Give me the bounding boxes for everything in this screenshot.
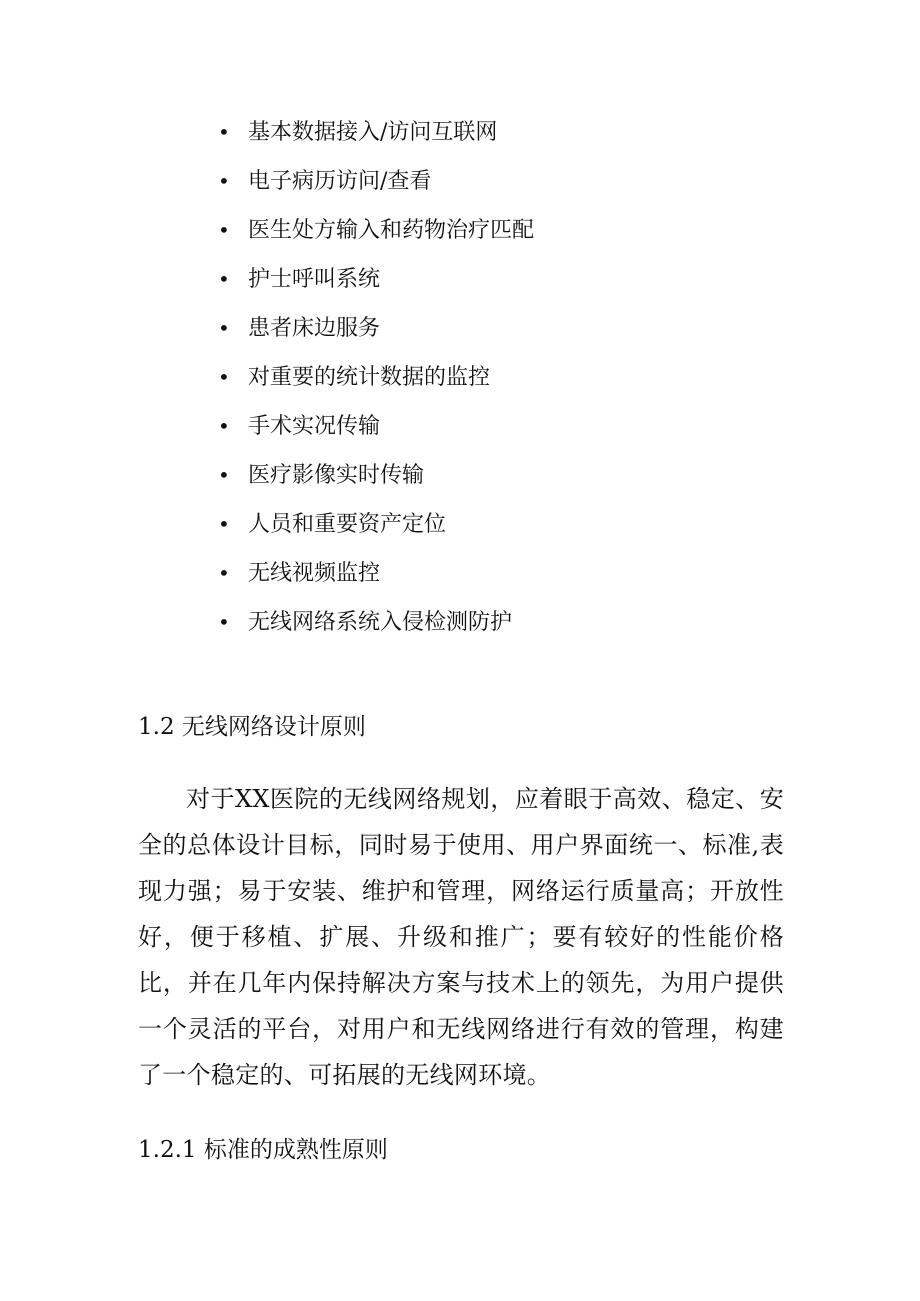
list-item-text: 基本数据接入/访问互联网 <box>248 120 498 145</box>
list-item <box>218 255 534 304</box>
bullet-icon: • <box>218 463 230 487</box>
list-item-text: 对重要的统计数据的监控 <box>248 365 491 390</box>
bullet-icon: • <box>218 414 230 438</box>
bullet-icon: • <box>218 120 230 144</box>
section-heading-1-2: 1.2 无线网络设计原则 <box>138 714 366 740</box>
bullet-icon: • <box>218 169 230 193</box>
bullet-icon: • <box>218 316 230 340</box>
list-item <box>218 108 534 157</box>
list-item-text: 手术实况传输 <box>248 414 381 439</box>
list-item-text: 医疗影像实时传输 <box>248 463 425 488</box>
bullet-icon: • <box>218 610 230 634</box>
bullet-icon: • <box>218 267 230 291</box>
list-item <box>218 304 534 353</box>
list-item <box>218 451 534 500</box>
list-item <box>218 500 534 549</box>
list-item <box>218 598 534 647</box>
list-item-text: 无线网络系统入侵检测防护 <box>248 610 513 635</box>
section-heading-1-2-1: 1.2.1 标准的成熟性原则 <box>138 1137 388 1163</box>
list-item-text: 护士呼叫系统 <box>248 267 381 292</box>
list-item <box>218 157 534 206</box>
feature-bullet-list <box>218 108 534 647</box>
list-item-text: 电子病历访问/查看 <box>248 169 432 194</box>
list-item <box>218 402 534 451</box>
bullet-icon: • <box>218 561 230 585</box>
bullet-icon: • <box>218 365 230 389</box>
list-item <box>218 353 534 402</box>
list-item <box>218 549 534 598</box>
list-item-text: 无线视频监控 <box>248 561 381 586</box>
list-item-text: 人员和重要资产定位 <box>248 512 447 537</box>
list-item-text: 医生处方输入和药物治疗匹配 <box>248 218 535 243</box>
list-item <box>218 206 534 255</box>
bullet-icon: • <box>218 218 230 242</box>
bullet-icon: • <box>218 512 230 536</box>
section-paragraph: 对于XX医院的无线网络规划，应着眼于高效、稳定、安全的总体设计目标，同时易于使用、用户界面统一、标准,表现力强；易于安装、维护和管理，网络运行质量高；开放性好，便于移植、扩展、升级和推广；要有较好的性能价格比，并在几年内保持解决方案与技术上的领先，为用户提供一个灵活的平台，对用户和无线网络进行有效的管理，构建了一个稳定的、可拓展的无线网环境。 <box>138 785 784 1089</box>
list-item-text: 患者床边服务 <box>248 316 381 341</box>
